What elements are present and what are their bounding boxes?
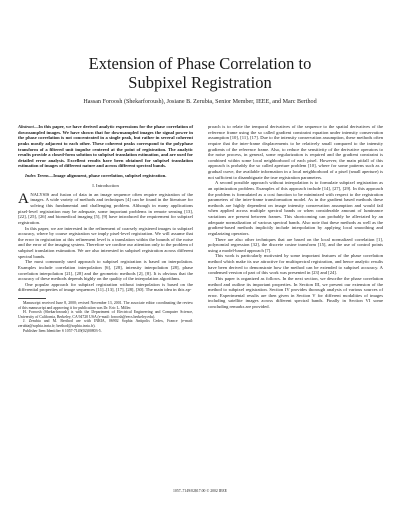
body-paragraph-1: proach is to relate the temporal derivatives of the sequence to the spatial derivatives of the reference frame using the so called gradient constraint equation under intensity conservation assumption [10], [11], [17]. Due to the intensity conservation assumption, these methods often require that the inter-frame displacements to be relatively small compared to the intensity gradients of the reference frame. Also, to reduce the sensitivity of the derivative operators to the noise process, in general, some regularization is required and the gradient constraint is combined within some local neighborhood of each pixel. However, the main pitfall of this approach is probably the so called aperture problem [10], where for some patterns such as a gradual curve, the available information in a local neighborhood of a pixel (small aperture) is not sufficient to disambiguate the true registration parameters. bbox=[208, 124, 383, 180]
copyright-footer: 1057–7149/02$17.00 © 2002 IEEE bbox=[173, 489, 227, 493]
intro-paragraph-2: In this paper, we are interested in the refinement of coarsely registered images to subpixel accuracy, where by coarse registration we imply pixel-level registration. We will assume that the error in registration at this refinement level is a translation within the bounds of the noise and the error of the imaging system. Therefore we confine our attention only to the problem of subpixel translation estimation. We are also interested in subpixel registration across different spectral bands. bbox=[18, 225, 193, 259]
footnote-rule bbox=[18, 298, 46, 299]
abstract-label: Abstract— bbox=[18, 124, 39, 129]
footnote-manuscript: Manuscript received June 8, 2000; revised November 13, 2001. The associate editor coordinating the review of this manuscript and approving it for publication was Dr. Eric L. Miller. bbox=[18, 301, 193, 310]
intro-paragraph-3: The most commonly used approach to subpixel registration is based on interpolation. Examples include correlation interpolation [6], [28], intensity interpolation [28], phase correlation interpolation [21], [28] and the geometric methods [2], [8]. It is obvious that the accuracy of these methods depends highly on the quality of the interpolation algorithms. bbox=[18, 259, 193, 282]
intro-paragraph-1-text: NALYSIS and fusion of data in an image sequence often require registration of the images. A wide variety of methods and techniques [4] can be found in the literature for solving this fundamental and challenging problem. Although in many applications pixel-level registration may be adequate, some important problems in remote sensing [13], [22], [25], [26] and biomedical imaging [5], [9] have introduced the requirement for subpixel registration. bbox=[18, 191, 193, 225]
index-terms bbox=[18, 173, 193, 179]
author-list: Hassan Foroosh (Shekarforoush), Josiane B. Zerubia, Senior Member, IEEE, and Marc Berthod bbox=[83, 99, 317, 105]
footnote-author-foroosh: H. Foroosh (Shekarforoush) is with the Department of Electrical Engineering and Computer Science, University of California, Berkeley, CA 94720 USA (e-mail: foroosh@eecs.berkeley.edu). bbox=[18, 310, 193, 319]
index-terms-text: Image alignment, phase correlation, subpixel registration. bbox=[53, 173, 167, 178]
footnote-publisher-id: Publisher Item Identifier S 1057-7149(02)00803-5. bbox=[23, 328, 102, 333]
body-paragraph-4: This work is particularly motivated by some important features of the phase correlation method which make its use attractive for multispectral registration, and hence analytic results have been derived to demonstrate how the method can be extended to subpixel accuracy. A condensed version of part of this work was presented in [23] and [24]. bbox=[208, 253, 383, 276]
body-paragraph-5: This paper is organized as follows. In the next section, we describe the phase correlation method and outline its important properties. In Section III, we present our extension of the method to subpixel registration. Section IV provides thorough analysis of various sources of error. Experimental results are then given in Section V for different modalities of images including satellite images across different spectral bands. Finally in Section VI some concluding remarks are provided. bbox=[208, 275, 383, 309]
left-column bbox=[18, 124, 193, 333]
paper-title-line-2: Subpixel Registration bbox=[128, 73, 272, 92]
body-paragraph-3: There are also other techniques that are based on the local normalized correlation [1], polynomial regression [32], the discrete cosine transform [15], and the use of control points using a model-based approach [7]. bbox=[208, 236, 383, 253]
intro-paragraph-1 bbox=[18, 192, 193, 226]
drop-cap: A bbox=[18, 190, 29, 207]
abstract bbox=[18, 124, 193, 169]
intro-paragraph-4: One popular approach for subpixel registration without interpolation is based on the differential properties of image sequences [11]–[13], [17], [28], [30]. The main idea in this ap- bbox=[18, 281, 193, 293]
paper-title-line-1: Extension of Phase Correlation to bbox=[88, 54, 312, 73]
body-paragraph-2: A second possible approach without interpolation is to formulate subpixel registration as an optimization problem. Examples of this approach include [14], [27], [29]. In this approach the problem is formulated as a cost function to be minimized with respect to the registration parameters of the inter-frame transformation model. As in the gradient based methods these methods are highly dependent on image intensity conservation assumption and would fail when applied across multiple spectral bands or when considerable amount of luminance variations are present between frames. This shortcoming can probably be alleviated by an adequate normalization of various spectral bands. Also note that these methods as well as the gradient-based methods implicitly include interpolation by applying local smoothing and regularizing operators. bbox=[208, 180, 383, 236]
right-column bbox=[208, 124, 383, 310]
abstract-text: In this paper, we have derived analytic expressions for the phase correlation of downsampled images. We have shown that for downsampled images the signal power in the phase correlation is not concentrated in a single peak, but rather in several coherent peaks mostly adjacent to each other. These coherent peaks correspond to the polyphase transform of a filtered unit impulse centered at the point of registration. The analytic results provide a closed-form solution to subpixel translation estimation, and are used for detailed error analysis. Excellent results have been obtained for subpixel translation estimation of images of different nature and across different spectral bands. bbox=[18, 124, 193, 169]
index-terms-label: Index Terms— bbox=[25, 173, 54, 178]
footnote-author-zerubia-berthod: J. Zerubia and M. Berthod are with INRIA, 06902 Sophia Antipolis Cedex, France (e-mail: zerubia@sophia.inria.fr; berthod@sophia.inria.fr). bbox=[18, 319, 193, 328]
section-heading-introduction: I. Introduction bbox=[92, 183, 119, 189]
